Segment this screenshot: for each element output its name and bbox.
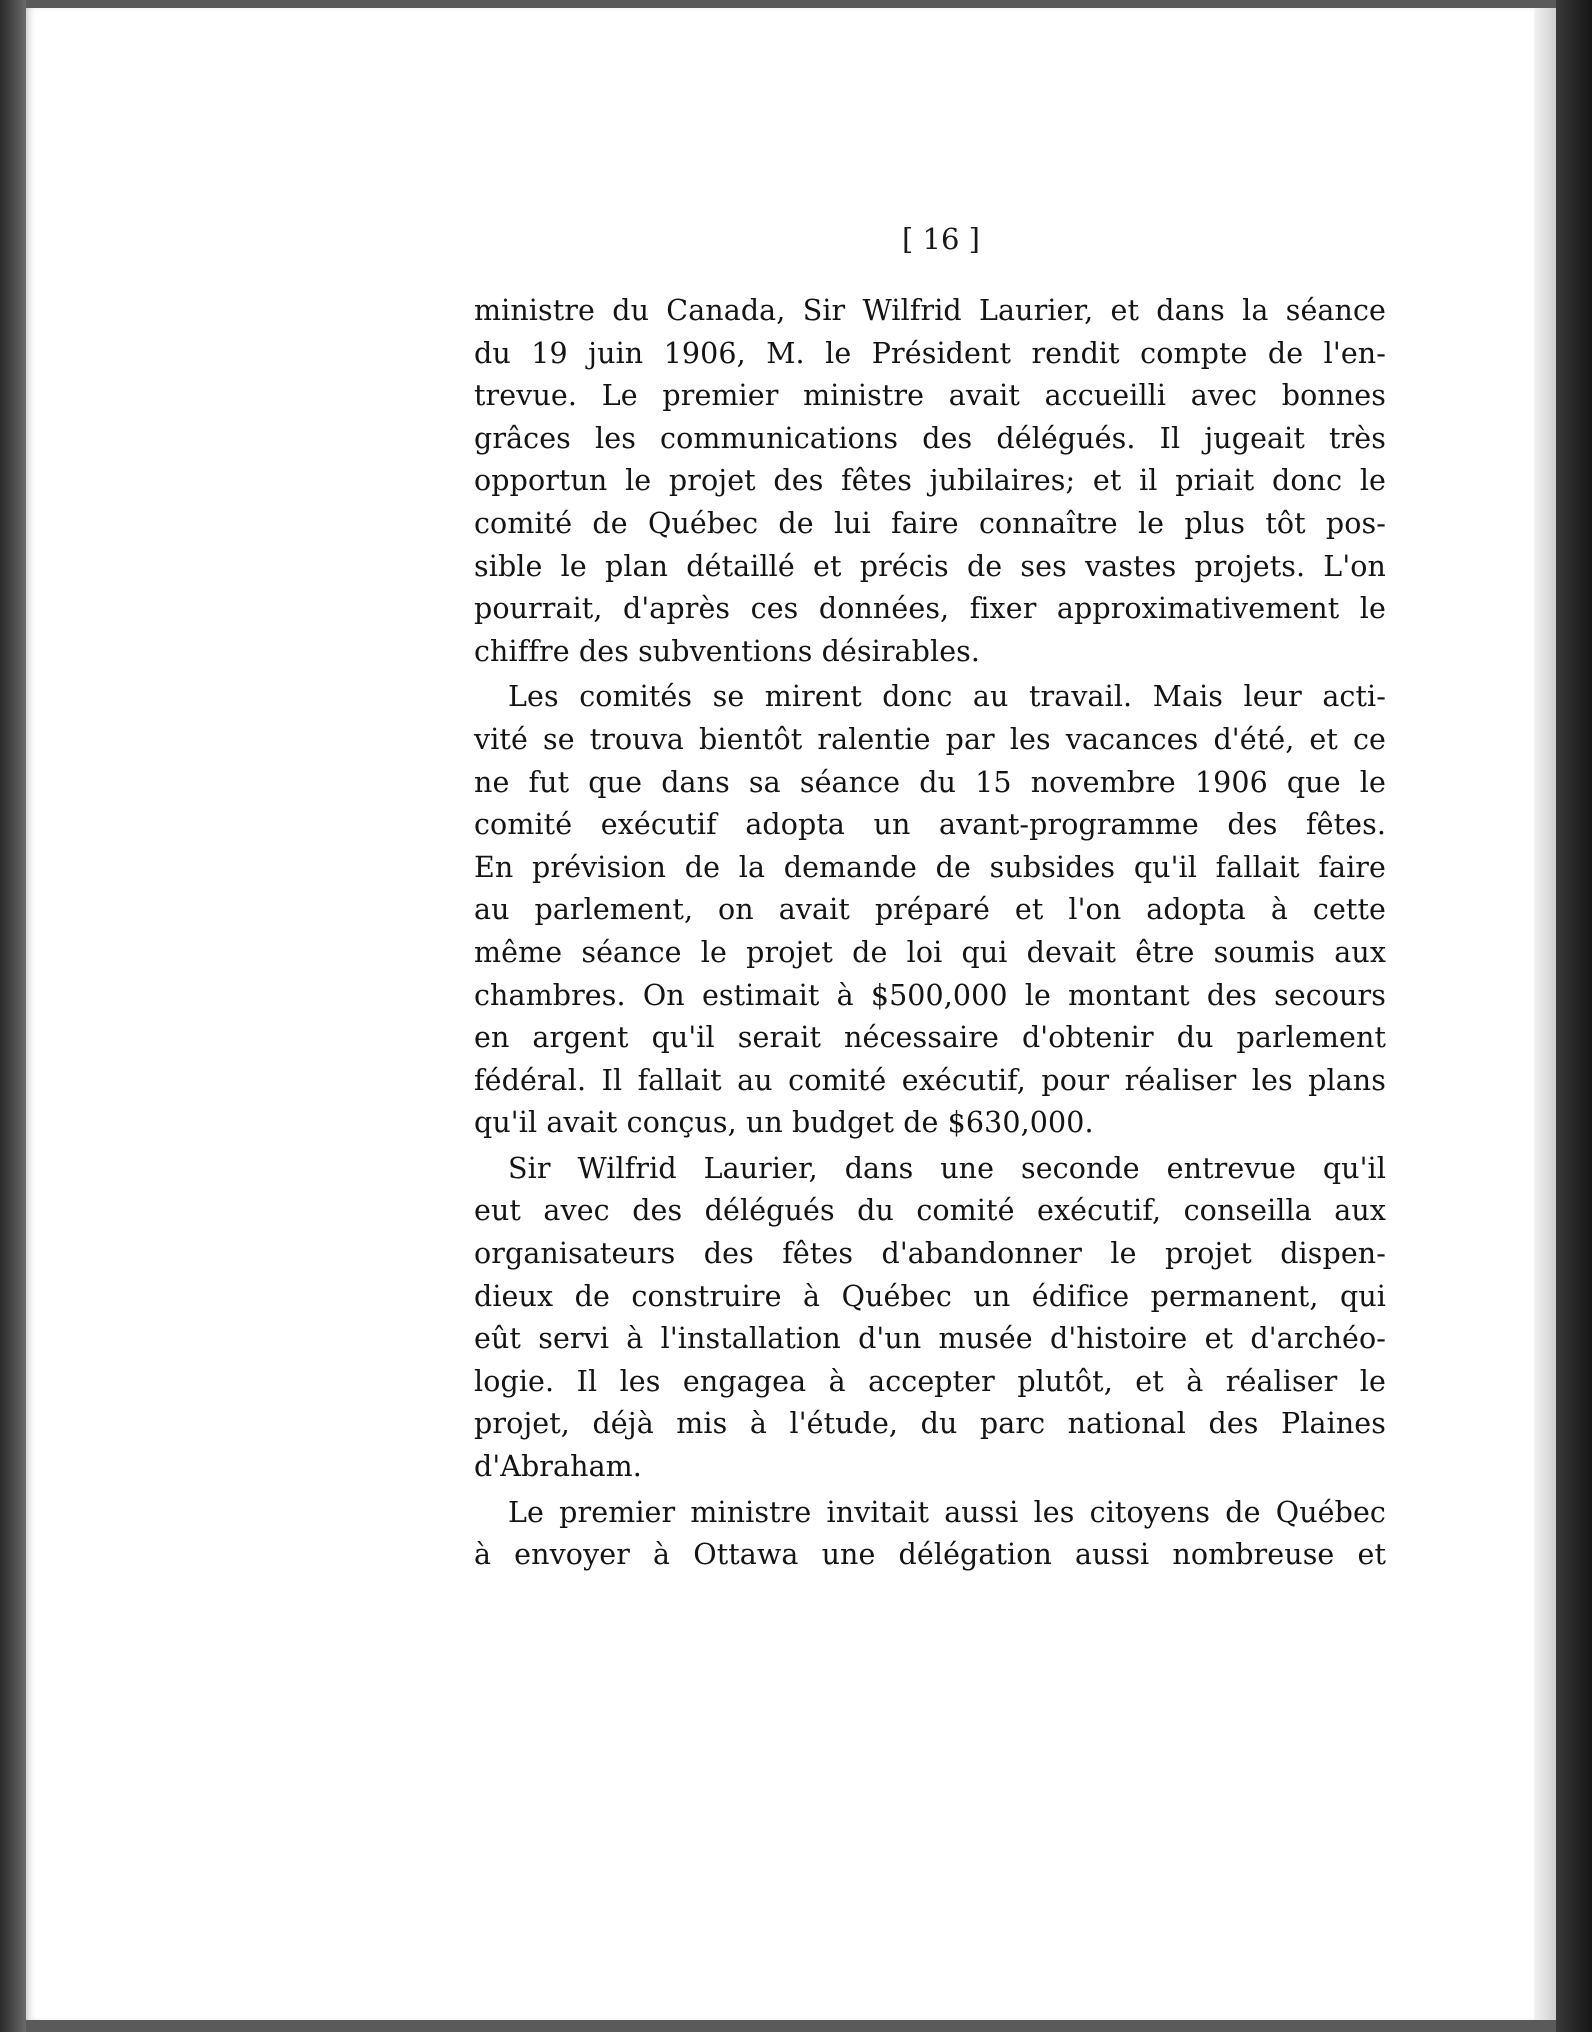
text-line: pourrait, d'après ces données, fixer approximativement le <box>474 592 1386 626</box>
text-line: d'Abraham. <box>474 1450 642 1484</box>
text-line: opportun le projet des fêtes jubilaires; et il priait donc le <box>474 464 1386 498</box>
body-text <box>474 290 1386 1577</box>
text-line: eût servi à l'installation d'un musée d'histoire et d'archéo- <box>474 1322 1386 1356</box>
text-line: grâces les communications des délégués. Il jugeait très <box>474 421 1386 455</box>
text-line: du 19 juin 1906, M. le Président rendit compte de l'en- <box>474 336 1386 370</box>
text-line: En prévision de la demande de subsides qu'il fallait faire <box>474 850 1386 884</box>
page-number: [ 16 ] <box>902 222 980 256</box>
text-line: vité se trouva bientôt ralentie par les vacances d'été, et ce <box>474 722 1386 756</box>
text-line: organisateurs des fêtes d'abandonner le projet dispen- <box>474 1237 1386 1271</box>
text-line: Le premier ministre invitait aussi les citoyens de Québec <box>508 1495 1386 1529</box>
paragraph-1 <box>474 290 1386 673</box>
paragraph-3 <box>474 1148 1386 1489</box>
text-line: ministre du Canada, Sir Wilfrid Laurier, et dans la séance <box>474 294 1386 327</box>
scan-right-border <box>1556 0 1592 2032</box>
text-line: sible le plan détaillé et précis de ses vastes projets. L'on <box>474 549 1386 583</box>
paragraph-2 <box>474 676 1386 1145</box>
scan-left-border <box>0 0 26 2032</box>
text-line: en argent qu'il serait nécessaire d'obtenir du parlement <box>474 1021 1386 1055</box>
text-line: chambres. On estimait à $500,000 le montant des secours <box>474 978 1386 1012</box>
text-line: qu'il avait conçus, un budget de $630,000. <box>474 1106 1094 1140</box>
paragraph-4 <box>474 1492 1386 1577</box>
text-line: comité exécutif adopta un avant-programme des fêtes. <box>474 808 1386 842</box>
text-line: même séance le projet de loi qui devait être soumis aux <box>474 935 1386 969</box>
text-line: chiffre des subventions désirables. <box>474 634 981 668</box>
text-line: ne fut que dans sa séance du 15 novembre 1906 que le <box>474 765 1386 799</box>
text-line: eut avec des délégués du comité exécutif, conseilla aux <box>474 1194 1386 1228</box>
text-line: trevue. Le premier ministre avait accueilli avec bonnes <box>474 379 1386 413</box>
text-line: dieux de construire à Québec un édifice permanent, qui <box>474 1279 1386 1313</box>
text-line: comité de Québec de lui faire connaître le plus tôt pos- <box>474 506 1386 540</box>
text-line: au parlement, on avait préparé et l'on adopta à cette <box>474 893 1386 927</box>
text-line: fédéral. Il fallait au comité exécutif, pour réaliser les plans <box>474 1063 1386 1097</box>
page-gutter-shadow <box>1534 8 1556 2020</box>
text-line: Les comités se mirent donc au travail. Mais leur acti- <box>508 680 1386 714</box>
text-line: projet, déjà mis à l'étude, du parc national des Plaines <box>474 1407 1386 1441</box>
text-line: à envoyer à Ottawa une délégation aussi nombreuse et <box>474 1538 1386 1572</box>
text-line: Sir Wilfrid Laurier, dans une seconde entrevue qu'il <box>508 1151 1386 1185</box>
text-line: logie. Il les engagea à accepter plutôt, et à réaliser le <box>474 1364 1386 1398</box>
